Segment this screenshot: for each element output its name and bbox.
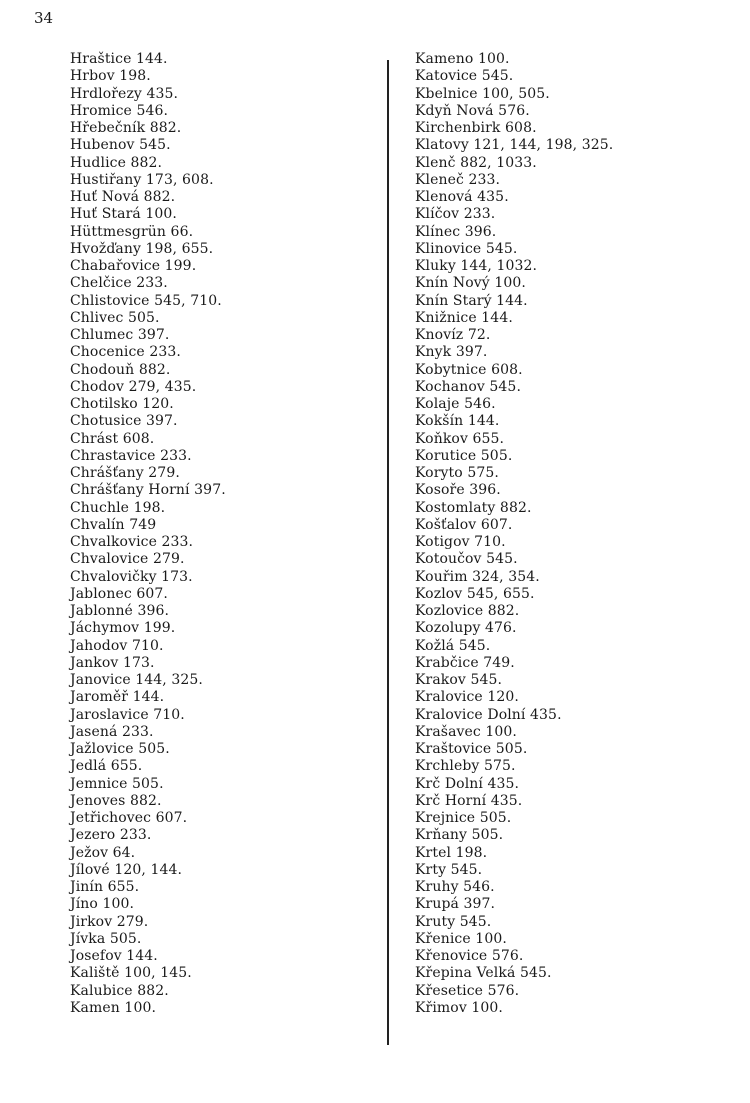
index-entry: Janovice 144, 325. [70, 672, 203, 688]
index-entry: Klíčov 233. [415, 206, 496, 223]
index-entry: Kbelnice 100, 505. [415, 85, 550, 102]
index-entry: Krč Horní 435. [415, 792, 523, 809]
index-entry: Jílové 120, 144. [70, 861, 183, 878]
index-entry: Kruty 545. [415, 913, 492, 930]
index-entry: Jetřichovec 607. [70, 810, 188, 826]
index-entry: Hudlice 882. [70, 154, 163, 171]
index-entry: Huť Nová 882. [70, 189, 176, 205]
index-entry: Kalubice 882. [70, 982, 169, 999]
index-entry: Jinín 655. [70, 879, 140, 895]
index-entry: Krejnice 505. [415, 810, 512, 826]
index-entry: Křesetice 576. [415, 982, 520, 999]
index-entry: Kamen 100. [70, 999, 157, 1016]
index-entry: Hvožďany 198, 655. [70, 240, 214, 257]
index-entry: Chocenice 233. [70, 344, 181, 361]
index-entry: Klinovice 545. [415, 240, 518, 257]
index-entry: Kobytnice 608. [415, 361, 523, 378]
index-entry: Křimov 100. [415, 999, 503, 1016]
index-entry: Kouřim 324, 354. [415, 568, 540, 585]
index-entry: Kluky 144, 1032. [415, 258, 538, 274]
index-entry: Jíno 100. [70, 896, 135, 913]
index-entry: Ježov 64. [70, 844, 136, 861]
index-entry: Kaliště 100, 145. [70, 965, 192, 982]
index-column-left [70, 51, 226, 1017]
index-entry: Katovice 545. [415, 68, 514, 85]
index-entry: Hrdlořezy 435. [70, 85, 179, 102]
index-entry: Chrastavice 233. [70, 447, 192, 464]
index-entry: Chabařovice 199. [70, 258, 197, 274]
index-entry: Kozolupy 476. [415, 620, 517, 637]
index-entry: Koňkov 655. [415, 430, 505, 447]
index-entry: Knín Nový 100. [415, 275, 526, 292]
index-entry: Hřebečník 882. [70, 120, 182, 136]
index-entry: Chlumec 397. [70, 327, 170, 343]
index-entry: Chodouň 882. [70, 361, 171, 378]
index-entry: Krakov 545. [415, 672, 503, 688]
page-number: 34 [34, 9, 54, 27]
index-entry: Hustiřany 173, 608. [70, 171, 214, 188]
index-entry: Knižnice 144. [415, 309, 513, 326]
index-entry: Chvalovice 279. [70, 551, 185, 568]
index-entry: Jemnice 505. [70, 775, 164, 792]
index-entry: Chvalkovice 233. [70, 534, 194, 550]
index-entry: Kotoučov 545. [415, 551, 518, 568]
index-entry: Křenovice 576. [415, 948, 524, 964]
index-entry: Krchleby 575. [415, 758, 516, 775]
index-entry: Košťalov 607. [415, 516, 513, 533]
index-entry: Kozlovice 882. [415, 603, 520, 619]
index-entry: Krašavec 100. [415, 723, 517, 740]
index-entry: Chelčice 233. [70, 275, 168, 292]
index-entry: Klenč 882, 1033. [415, 154, 537, 171]
index-entry: Krty 545. [415, 861, 483, 878]
index-entry: Jívka 505. [70, 930, 142, 947]
index-entry: Křenice 100. [415, 930, 507, 947]
index-entry: Krtel 198. [415, 844, 488, 861]
index-entry: Jankov 173. [70, 654, 155, 671]
index-entry: Kosoře 396. [415, 482, 501, 499]
column-divider [387, 60, 389, 1045]
index-entry: Jedlá 655. [70, 758, 143, 775]
index-entry: Jezero 233. [70, 827, 152, 844]
index-entry: Kostomlaty 882. [415, 499, 532, 516]
index-entry: Jasená 233. [70, 723, 154, 740]
index-entry: Chlistovice 545, 710. [70, 292, 222, 309]
index-entry: Kirchenbirk 608. [415, 120, 537, 136]
index-entry: Chrášťany Horní 397. [70, 482, 226, 499]
index-entry: Jažlovice 505. [70, 741, 170, 757]
index-entry: Hrbov 198. [70, 68, 151, 85]
index-entry: Chodov 279, 435. [70, 378, 197, 395]
index-entry: Krupá 397. [415, 896, 496, 913]
index-entry: Křepina Velká 545. [415, 965, 552, 982]
index-entry: Jablonné 396. [70, 603, 170, 619]
index-entry: Chotusice 397. [70, 413, 178, 430]
index-entry: Kotigov 710. [415, 534, 506, 550]
index-entry: Hraštice 144. [70, 51, 168, 67]
index-entry: Koryto 575. [415, 465, 499, 481]
index-entry: Kožlá 545. [415, 637, 491, 654]
index-column-right [415, 51, 613, 1017]
index-entry: Chotilsko 120. [70, 396, 174, 412]
index-entry: Josefov 144. [70, 948, 158, 964]
index-entry: Kameno 100. [415, 51, 510, 67]
index-entry: Chrást 608. [70, 430, 155, 447]
index-entry: Klenová 435. [415, 189, 509, 205]
index-entry: Knovíz 72. [415, 327, 491, 343]
index-entry: Klínec 396. [415, 223, 497, 240]
index-entry: Chvalín 749 [70, 516, 157, 533]
index-entry: Krč Dolní 435. [415, 775, 520, 792]
index-entry: Huť Stará 100. [70, 206, 177, 223]
index-entry: Knyk 397. [415, 344, 488, 361]
index-entry: Chrášťany 279. [70, 465, 180, 481]
index-entry: Jaroměř 144. [70, 689, 165, 706]
index-entry: Hüttmesgrün 66. [70, 223, 194, 240]
index-entry: Hubenov 545. [70, 137, 171, 154]
index-entry: Kochanov 545. [415, 378, 521, 395]
index-entry: Kolaje 546. [415, 396, 496, 412]
index-entry: Kozlov 545, 655. [415, 585, 535, 602]
index-entry: Krabčice 749. [415, 654, 515, 671]
index-entry: Kdyň Nová 576. [415, 102, 530, 119]
index-entry: Korutice 505. [415, 447, 513, 464]
index-entry: Chuchle 198. [70, 499, 166, 516]
index-entry: Jahodov 710. [70, 637, 164, 654]
index-entry: Knín Starý 144. [415, 292, 528, 309]
index-entry: Kruhy 546. [415, 879, 495, 895]
index-entry: Jirkov 279. [70, 913, 149, 930]
index-entry: Krňany 505. [415, 827, 504, 844]
index-entry: Kleneč 233. [415, 171, 501, 188]
index-entry: Jáchymov 199. [70, 620, 176, 637]
index-entry: Chvalovičky 173. [70, 568, 193, 585]
index-entry: Hromice 546. [70, 102, 169, 119]
index-entry: Klatovy 121, 144, 198, 325. [415, 137, 614, 154]
index-entry: Kralovice 120. [415, 689, 519, 706]
index-entry: Jaroslavice 710. [70, 706, 185, 723]
index-entry: Kraštovice 505. [415, 741, 528, 757]
index-entry: Jenoves 882. [70, 792, 162, 809]
index-entry: Kokšín 144. [415, 413, 500, 430]
index-entry: Kralovice Dolní 435. [415, 706, 562, 723]
index-entry: Jablonec 607. [70, 585, 168, 602]
index-entry: Chlivec 505. [70, 309, 160, 326]
